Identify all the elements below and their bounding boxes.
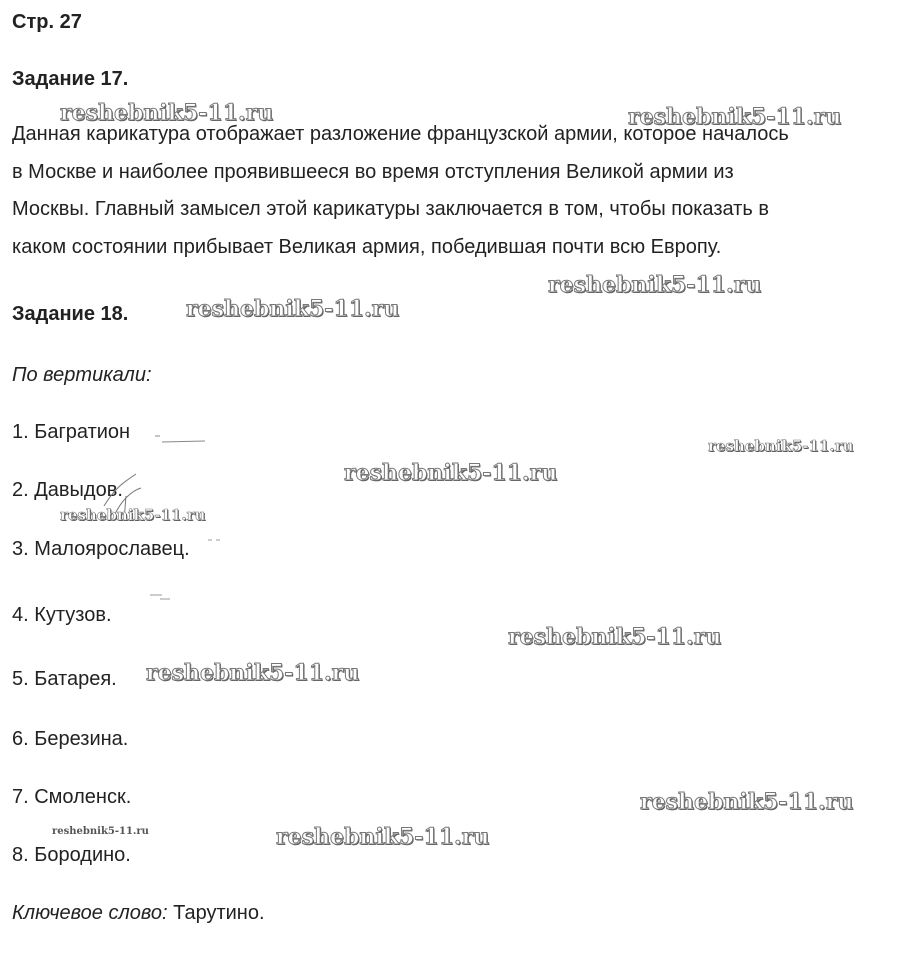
task17-heading: Задание 17. [12,68,129,90]
task17-line: в Москве и наиболее проявившееся во время отступления Великой армии из [12,160,734,183]
keyword-label: Ключевое слово: [12,902,168,924]
vertical-label: По вертикали: [12,364,152,386]
scribble-mark [140,535,230,605]
scribble-mark [150,432,210,448]
answer-item-3: 3. Малоярославец. [12,538,190,560]
answer-item-5: 5. Батарея. [12,668,117,690]
answer-item-6: 6. Березина. [12,728,129,750]
answer-item-7: 7. Смоленск. [12,786,132,808]
watermark: reshebnik5-11.ru [60,506,206,524]
watermark: reshebnik5-11.ru [60,100,274,126]
watermark: reshebnik5-11.ru [708,437,854,455]
page-label: Стр. 27 [12,11,82,33]
watermark: reshebnik5-11.ru [186,296,400,322]
watermark: reshebnik5-11.ru [344,460,558,486]
keyword-line [12,895,265,932]
watermark: reshebnik5-11.ru [640,789,854,815]
watermark: reshebnik5-11.ru [628,104,842,130]
watermark: reshebnik5-11.ru [52,826,149,837]
answer-item-4: 4. Кутузов. [12,604,112,626]
task17-line: Данная карикатура отображает разложение французской армии, которое началось [12,123,789,145]
task17-line: Москвы. Главный замысел этой карикатуры заключается в том, чтобы показать в [12,198,769,220]
answer-item-1: 1. Багратион [12,421,131,443]
watermark: reshebnik5-11.ru [276,824,490,850]
task17-paragraph [12,116,912,266]
watermark: reshebnik5-11.ru [508,624,722,650]
watermark: reshebnik5-11.ru [548,272,762,298]
keyword-value: Тарутино. [167,902,265,924]
watermark: reshebnik5-11.ru [146,660,360,686]
task18-heading: Задание 18. [12,303,129,325]
answer-item-8: 8. Бородино. [12,844,131,866]
answer-item-2: 2. Давыдов. [12,479,123,501]
task17-line: каком состоянии прибывает Великая армия, победившая почти всю Европу. [12,235,722,258]
